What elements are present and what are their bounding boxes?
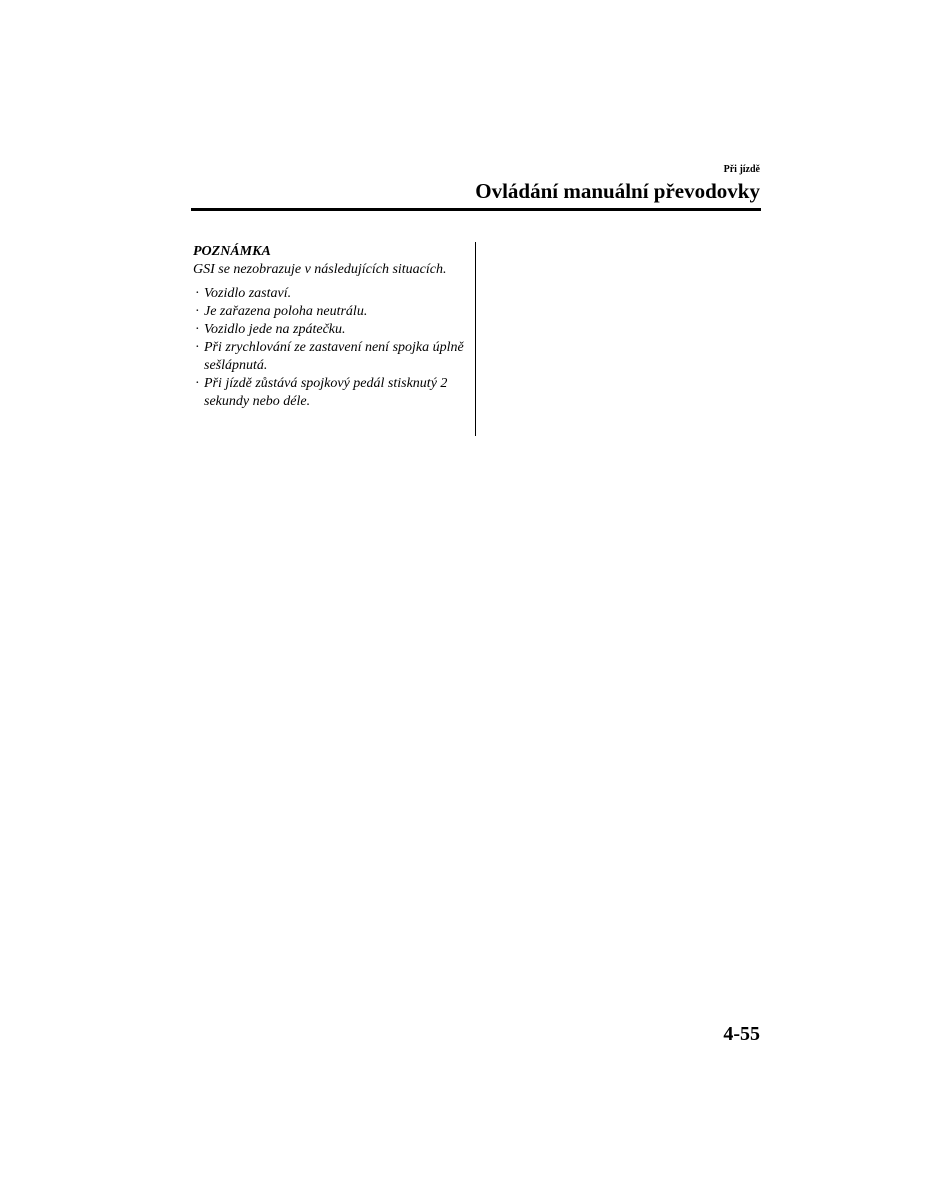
note-heading: POZNÁMKA [193, 244, 271, 259]
bullet-icon: · [195, 376, 200, 391]
bullet-icon: · [195, 304, 200, 319]
list-item-text: Při zrychlování ze zastavení není spojka úplně sešlápnutá. [204, 340, 464, 373]
page-title: Ovládání manuální převodovky [475, 179, 760, 203]
list-item [193, 285, 468, 303]
list-item [193, 321, 468, 339]
column-divider [475, 242, 476, 436]
list-item-text: Vozidlo jede na zpátečku. [204, 322, 346, 337]
bullet-icon: · [195, 322, 200, 337]
list-item-text: Vozidlo zastaví. [204, 286, 292, 301]
list-item [193, 375, 468, 411]
list-item-text: Při jízdě zůstává spojkový pedál stisknutý 2 sekundy nebo déle. [204, 376, 448, 409]
note-intro: GSI se nezobrazuje v následujících situacích. [193, 262, 447, 277]
bullet-icon: · [195, 286, 200, 301]
list-item [193, 303, 468, 321]
note-list [193, 285, 468, 411]
page-number: 4-55 [723, 1023, 760, 1045]
list-item-text: Je zařazena poloha neutrálu. [204, 304, 368, 319]
bullet-icon: · [195, 340, 200, 355]
list-item [193, 339, 468, 375]
section-label: Při jízdě [723, 164, 760, 175]
note-box [193, 243, 468, 411]
header-divider [191, 208, 761, 211]
